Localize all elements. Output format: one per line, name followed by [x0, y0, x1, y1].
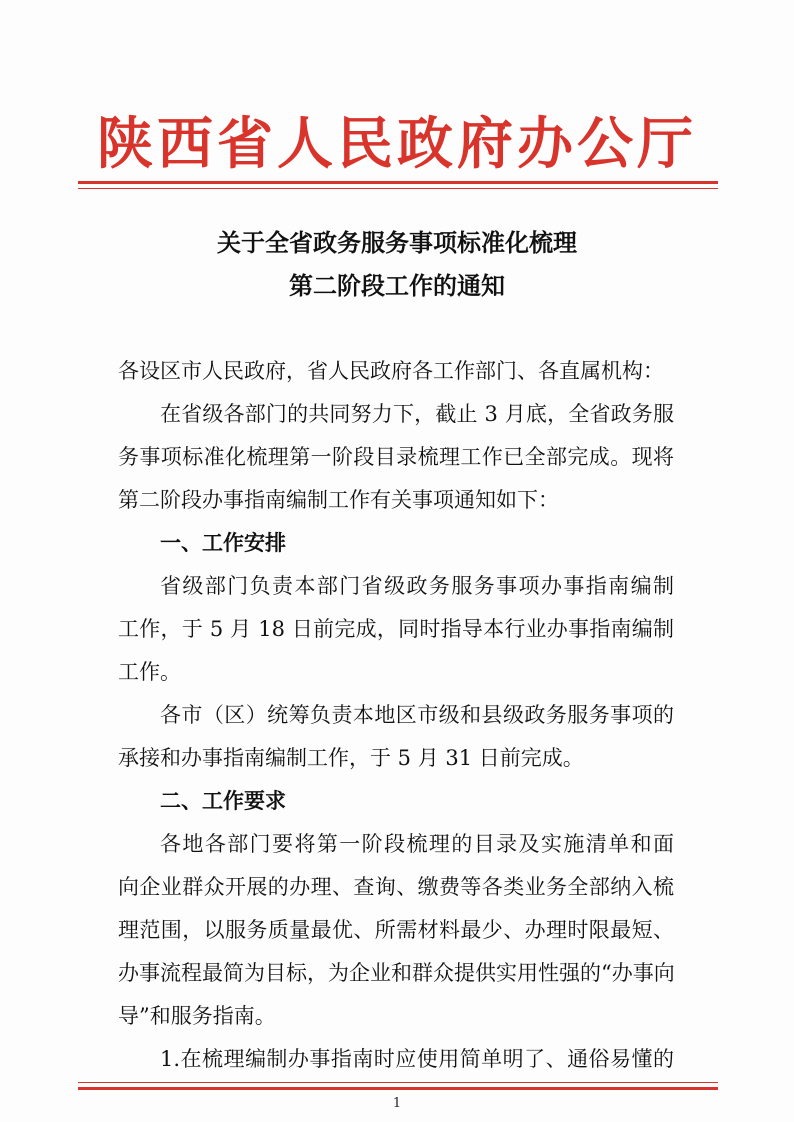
item-1-line-1: 1.在梳理编制办事指南时应使用简单明了、通俗易懂的	[160, 1047, 674, 1071]
footer-red-rule-thick	[78, 1087, 718, 1090]
intro-line-2: 务事项标准化梳理第一阶段目录梳理工作已全部完成。现将	[118, 445, 674, 469]
intro-line-3: 第二阶段办事指南编制工作有关事项通知如下：	[118, 488, 559, 512]
page-number: 1	[392, 1096, 402, 1111]
header-red-rule-thick	[78, 181, 718, 184]
section-1-para-2-line-1: 各市（区）统筹负责本地区市级和县级政务服务事项的	[160, 703, 674, 727]
section-2-para-1-line-3: 理范围，以服务质量最优、所需材料最少、办理时限最短、	[118, 918, 674, 942]
document-title-line-2: 第二阶段工作的通知	[289, 271, 505, 300]
section-1-heading: 一、工作安排	[160, 531, 286, 555]
section-1-para-2-line-2: 承接和办事指南编制工作，于 5 月 31 日前完成。	[118, 746, 584, 770]
salutation: 各设区市人民政府，省人民政府各工作部门、各直属机构：	[118, 359, 664, 383]
section-2-para-1-line-5: 导”和服务指南。	[118, 1004, 276, 1028]
section-2-heading: 二、工作要求	[160, 789, 286, 813]
section-2-para-1-line-2: 向企业群众开展的办理、查询、缴费等各类业务全部纳入梳	[118, 875, 674, 899]
header-red-rule-thin	[78, 188, 718, 189]
footer-red-rule-thin	[78, 1082, 718, 1083]
section-1-para-1-line-2: 工作，于 5 月 18 日前完成，同时指导本行业办事指南编制	[118, 617, 674, 641]
section-1-para-1-line-1: 省级部门负责本部门省级政务服务事项办事指南编制	[160, 574, 674, 598]
section-2-para-1-line-1: 各地各部门要将第一阶段梳理的目录及实施清单和面	[160, 832, 674, 856]
issuing-authority-header: 陕西省人民政府办公厅	[97, 111, 697, 177]
document-title-line-1: 关于全省政务服务事项标准化梳理	[217, 228, 577, 257]
intro-line-1: 在省级各部门的共同努力下，截止 3 月底，全省政务服	[160, 402, 674, 426]
section-2-para-1-line-4: 办事流程最简为目标，为企业和群众提供实用性强的“办事向	[118, 961, 675, 985]
section-1-para-1-line-3: 工作。	[118, 660, 181, 684]
